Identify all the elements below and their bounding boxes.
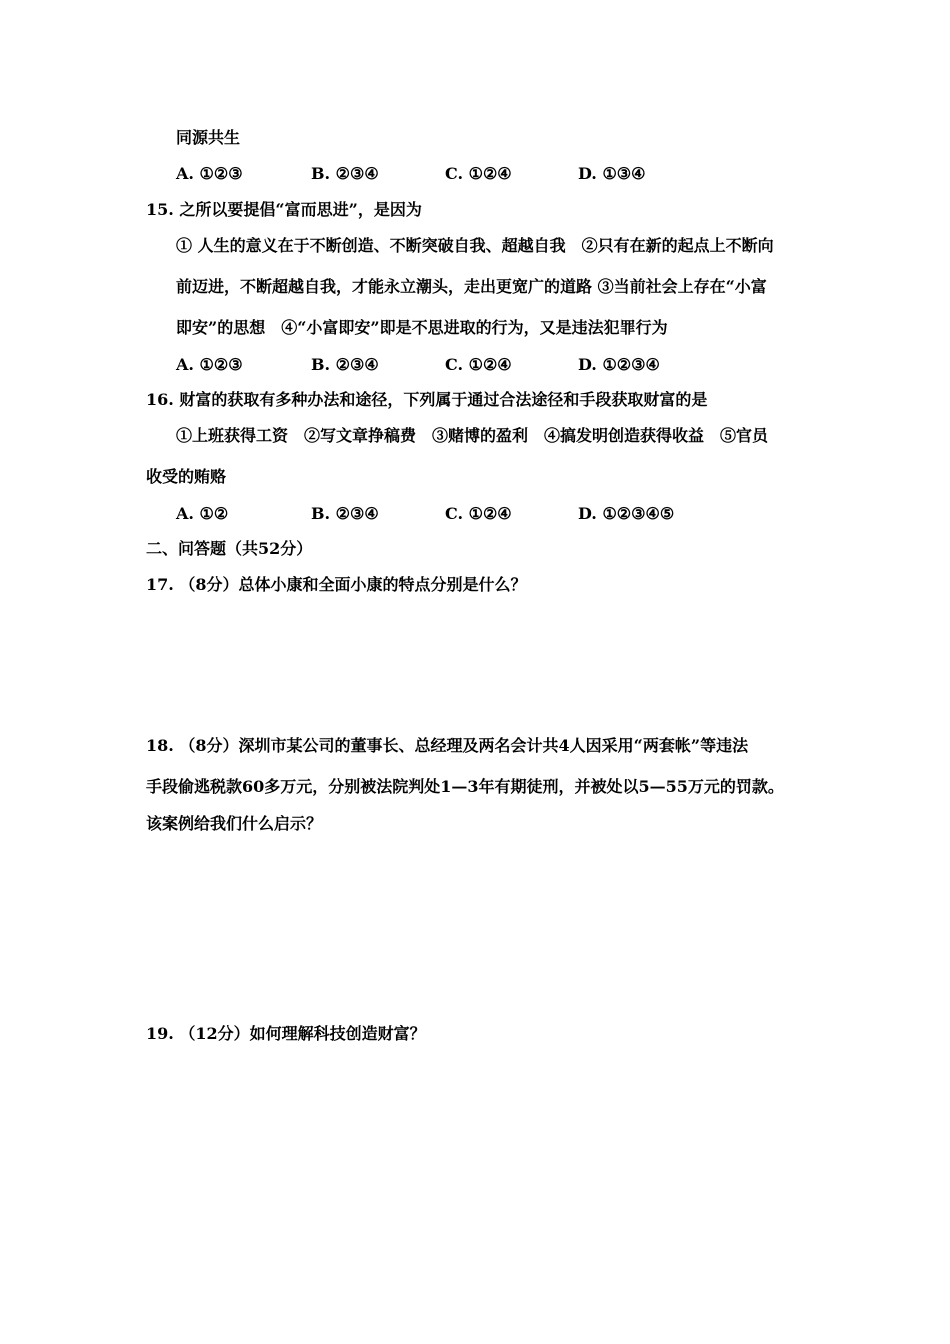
q15-option-d: D. ①②③④	[578, 355, 660, 374]
q16-body-line-2: 收受的贿赂	[146, 467, 227, 486]
q18-line-3: 该案例给我们什么启示？	[146, 814, 323, 833]
q16-stem: 16. 财富的获取有多种办法和途径，下列属于通过合法途径和手段获取财富的是	[146, 390, 708, 409]
q14-option-d: D. ①③④	[578, 164, 646, 183]
q16-option-c: C. ①②④	[445, 504, 512, 523]
q17-question: 17. （8分）总体小康和全面小康的特点分别是什么？	[146, 575, 527, 594]
q15-body-line-2: 前迈进，不断超越自我，才能永立潮头，走出更宽广的道路 ③当前社会上存在“小富	[176, 277, 767, 296]
q15-body-line-3: 即安”的思想 ④“小富即安”即是不思进取的行为，又是违法犯罪行为	[176, 318, 668, 337]
q15-option-b: B. ②③④	[311, 355, 379, 374]
q15-stem: 15. 之所以要提倡“富而思进”，是因为	[146, 200, 422, 219]
q16-option-d: D. ①②③④⑤	[578, 504, 675, 523]
q18-line-2: 手段偷逃税款60多万元，分别被法院判处1—3年有期徒刑，并被处以5—55万元的罚款。	[146, 777, 784, 796]
q14-option-c: C. ①②④	[445, 164, 512, 183]
q14-option-a: A. ①②③	[176, 164, 243, 183]
q14-continuation: 同源共生	[176, 128, 241, 147]
q16-option-a: A. ①②	[176, 504, 229, 523]
q15-option-a: A. ①②③	[176, 355, 243, 374]
q16-option-b: B. ②③④	[311, 504, 379, 523]
q15-body-line-1: ① 人生的意义在于不断创造、不断突破自我、超越自我 ②只有在新的起点上不断向	[176, 236, 774, 255]
section-2-title: 二、问答题（共52分）	[146, 539, 313, 558]
q15-option-c: C. ①②④	[445, 355, 512, 374]
q16-body-line-1: ①上班获得工资 ②写文章挣稿费 ③赌博的盈利 ④搞发明创造获得收益 ⑤官员	[176, 426, 769, 445]
q14-option-b: B. ②③④	[311, 164, 379, 183]
q19-question: 19. （12分）如何理解科技创造财富？	[146, 1024, 426, 1043]
q18-line-1: 18. （8分）深圳市某公司的董事长、总经理及两名会计共4人因采用“两套帐”等违法	[146, 736, 749, 755]
